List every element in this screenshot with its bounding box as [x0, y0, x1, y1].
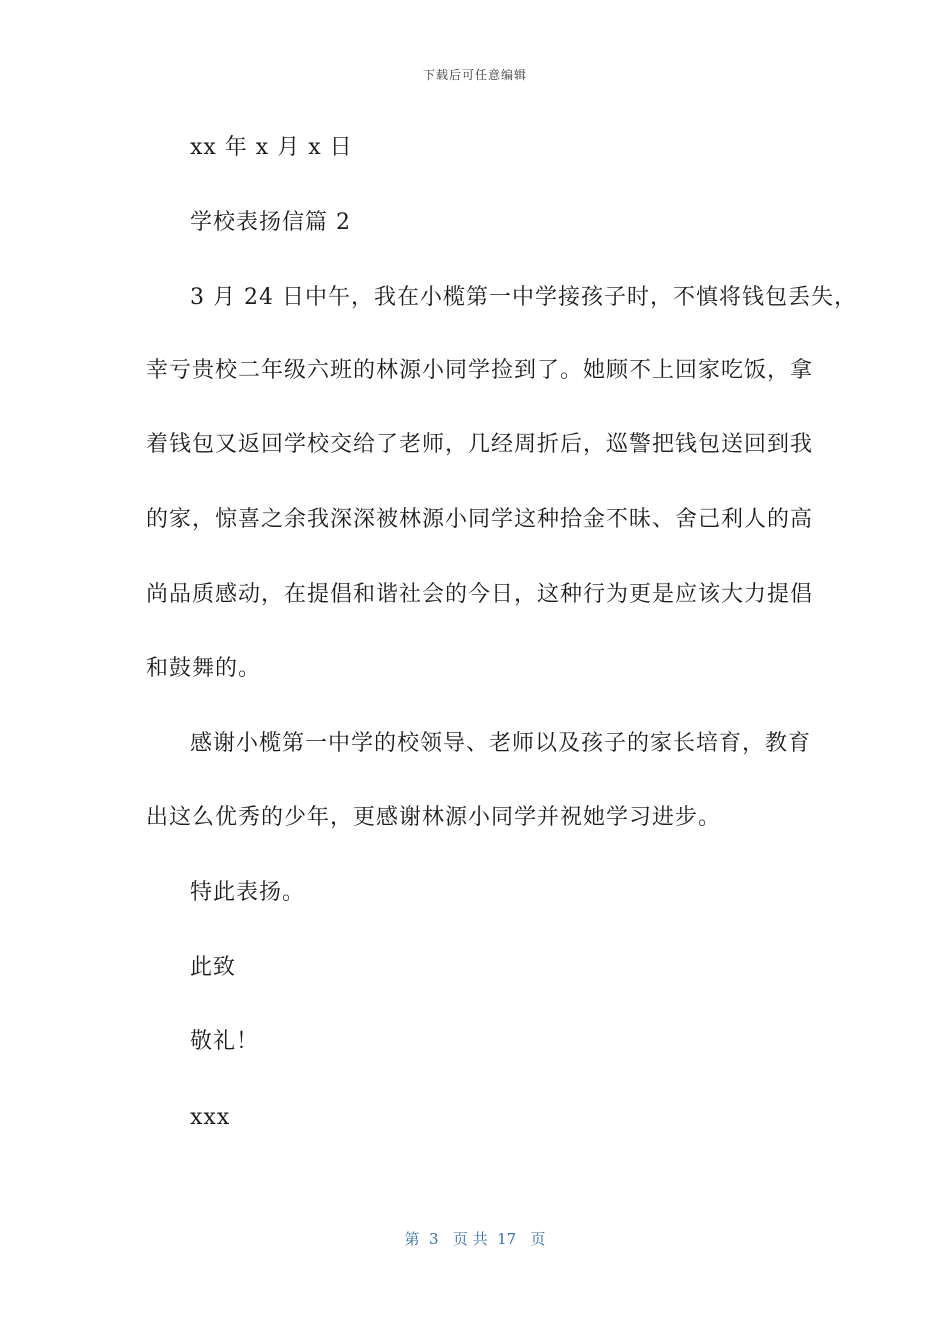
paragraph-1-line-2: 幸亏贵校二年级六班的林源小同学捡到了。她顾不上回家吃饭，拿	[146, 358, 814, 383]
paragraph-1-line-1: 3 月 24 日中午，我在小榄第一中学接孩子时，不慎将钱包丢失，	[190, 285, 857, 310]
paragraph-1-line-3: 着钱包又返回学校交给了老师，几经周折后，巡警把钱包送回到我	[146, 432, 814, 457]
page-number-footer: 第 3 页 共 17 页	[404, 1230, 546, 1248]
signature: xxx	[190, 1105, 231, 1130]
paragraph-2-line-1: 感谢小榄第一中学的校领导、老师以及孩子的家长培育，教育	[190, 731, 812, 756]
page-header-note: 下载后可任意编辑	[422, 68, 527, 82]
letter-title: 学校表扬信篇 2	[190, 210, 351, 235]
letter-date: xx 年 x 月 x 日	[190, 135, 353, 160]
closing-regards: 敬礼！	[190, 1029, 260, 1054]
paragraph-1-line-6: 和鼓舞的。	[146, 656, 262, 681]
paragraph-1-line-4: 的家，惊喜之余我深深被林源小同学这种拾金不昧、舍己利人的高	[146, 507, 814, 532]
paragraph-3: 特此表扬。	[190, 880, 306, 905]
paragraph-2-line-2: 出这么优秀的少年，更感谢林源小同学并祝她学习进步。	[146, 805, 722, 830]
closing-salutation: 此致	[190, 955, 237, 980]
paragraph-1-line-5: 尚品质感动，在提倡和谐社会的今日，这种行为更是应该大力提倡	[146, 582, 814, 607]
